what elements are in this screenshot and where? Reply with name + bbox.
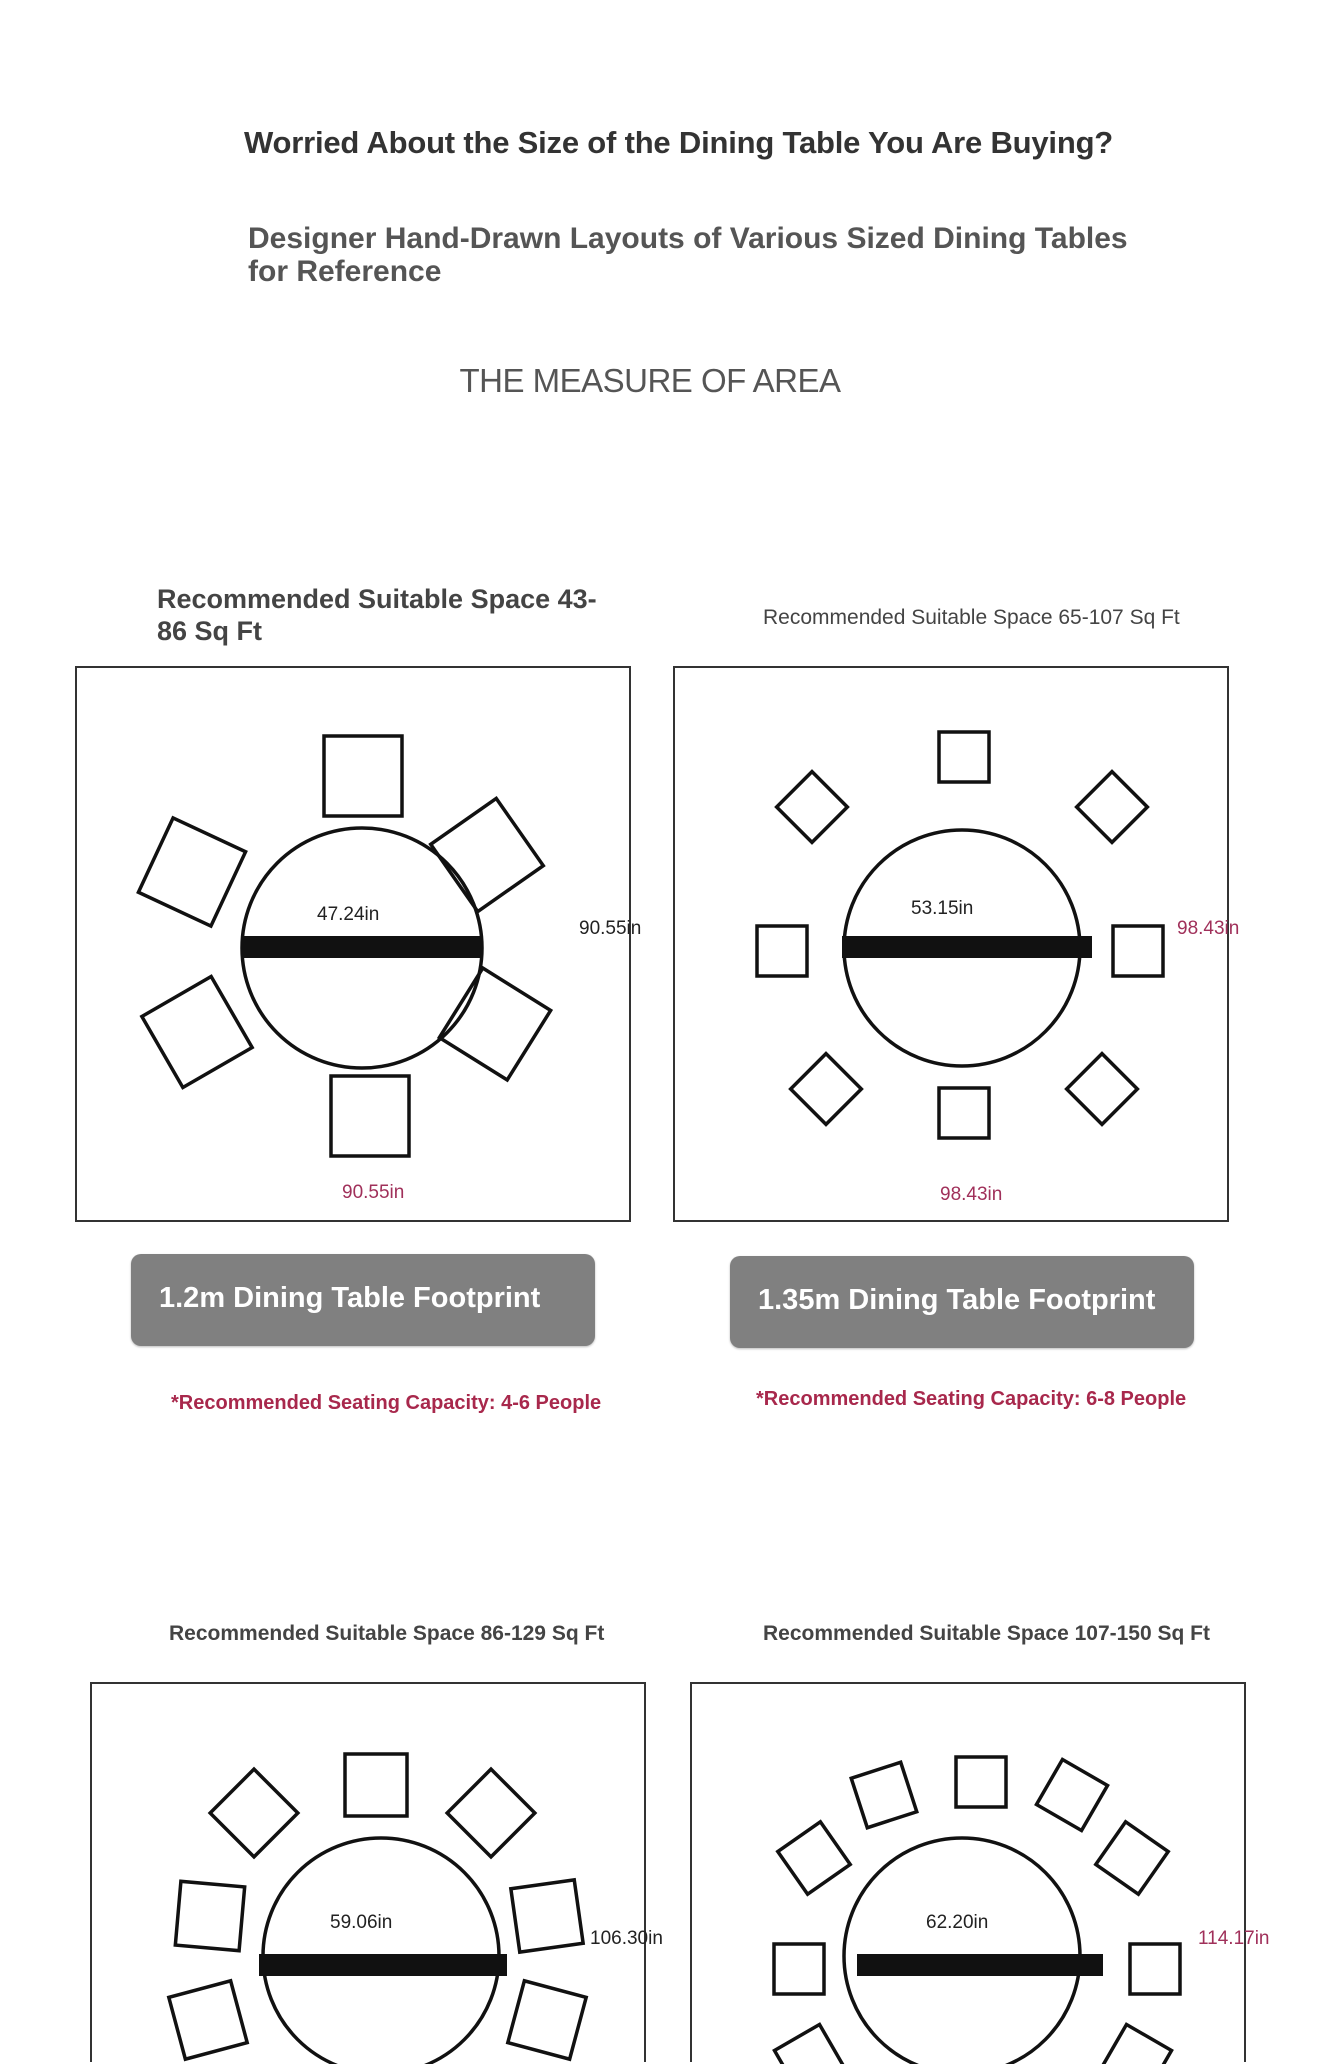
layout-diagram-2 [673, 666, 1240, 1222]
space-label-2: Recommended Suitable Space 65-107 Sq Ft [763, 606, 1180, 629]
diameter-label: 62.20in [926, 1912, 989, 1933]
chair [777, 772, 848, 843]
room-depth-label: 90.55in [342, 1182, 405, 1203]
layout-2-drawing [675, 668, 1231, 1224]
chair [1077, 772, 1148, 843]
room-width-label: 98.43in [1177, 918, 1240, 939]
chair [791, 1054, 862, 1125]
room-width-label: 90.55in [579, 918, 642, 939]
space-label-3: Recommended Suitable Space 86-129 Sq Ft [169, 1622, 605, 1645]
layout-diagram-3 [90, 1682, 663, 2062]
page-subtitle: Designer Hand-Drawn Layouts of Various Sized Dining Tables for Reference [248, 222, 1128, 288]
seating-capacity-2: *Recommended Seating Capacity: 6-8 People [756, 1388, 1187, 1410]
room-width-label: 106.30in [590, 1928, 663, 1949]
chair [447, 1769, 535, 1857]
chair [757, 926, 807, 976]
footprint-badge-2: 1.35m Dining Table Footprint [730, 1256, 1194, 1348]
section-title: THE MEASURE OF AREA [459, 362, 841, 399]
diameter-label: 59.06in [330, 1912, 393, 1933]
chair [511, 1880, 583, 1952]
chair [142, 976, 252, 1087]
chair [1067, 1054, 1138, 1125]
layout-diagram-4 [690, 1682, 1270, 2062]
table-diameter-bar [857, 1954, 1103, 1976]
chair [778, 1822, 850, 1894]
space-label-1: Recommended Suitable Space 43-86 Sq Ft [157, 584, 597, 646]
table-diameter-bar [241, 936, 483, 958]
chair [774, 2024, 845, 2064]
layout-3-drawing [92, 1684, 648, 2064]
chair [138, 818, 245, 926]
room-width-label: 114.17in [1198, 1928, 1270, 1949]
chair [939, 732, 989, 782]
page-title: Worried About the Size of the Dining Table You Are Buying? [244, 125, 1114, 160]
chair [210, 1769, 298, 1857]
chair [851, 1762, 917, 1828]
chair [1100, 2024, 1171, 2064]
chair [431, 798, 544, 911]
layout-diagram-1 [75, 666, 642, 1222]
chair [1036, 1759, 1107, 1830]
chair [1113, 926, 1163, 976]
space-label-4: Recommended Suitable Space 107-150 Sq Ft [763, 1622, 1210, 1645]
table-outline [263, 1838, 499, 2064]
table-outline [844, 1838, 1080, 2064]
layout-4-drawing [692, 1684, 1248, 2064]
chair [1096, 1822, 1168, 1894]
chair [1130, 1944, 1180, 1994]
table-diameter-bar [842, 936, 1092, 958]
seating-capacity-1: *Recommended Seating Capacity: 4-6 People [171, 1392, 602, 1414]
table-diameter-bar [259, 1954, 507, 1976]
footprint-badge-1: 1.2m Dining Table Footprint [131, 1254, 595, 1346]
chair [169, 1981, 247, 2059]
chair [508, 1981, 586, 2059]
chair [175, 1881, 244, 1950]
chair [324, 736, 402, 816]
chair [331, 1076, 409, 1156]
chair [345, 1754, 407, 1816]
diameter-label: 47.24in [317, 904, 380, 925]
chair [956, 1757, 1006, 1807]
layout-1-drawing [77, 668, 633, 1224]
chair [939, 1088, 989, 1138]
chair [774, 1944, 824, 1994]
diameter-label: 53.15in [911, 898, 974, 919]
room-depth-label: 98.43in [940, 1184, 1003, 1205]
